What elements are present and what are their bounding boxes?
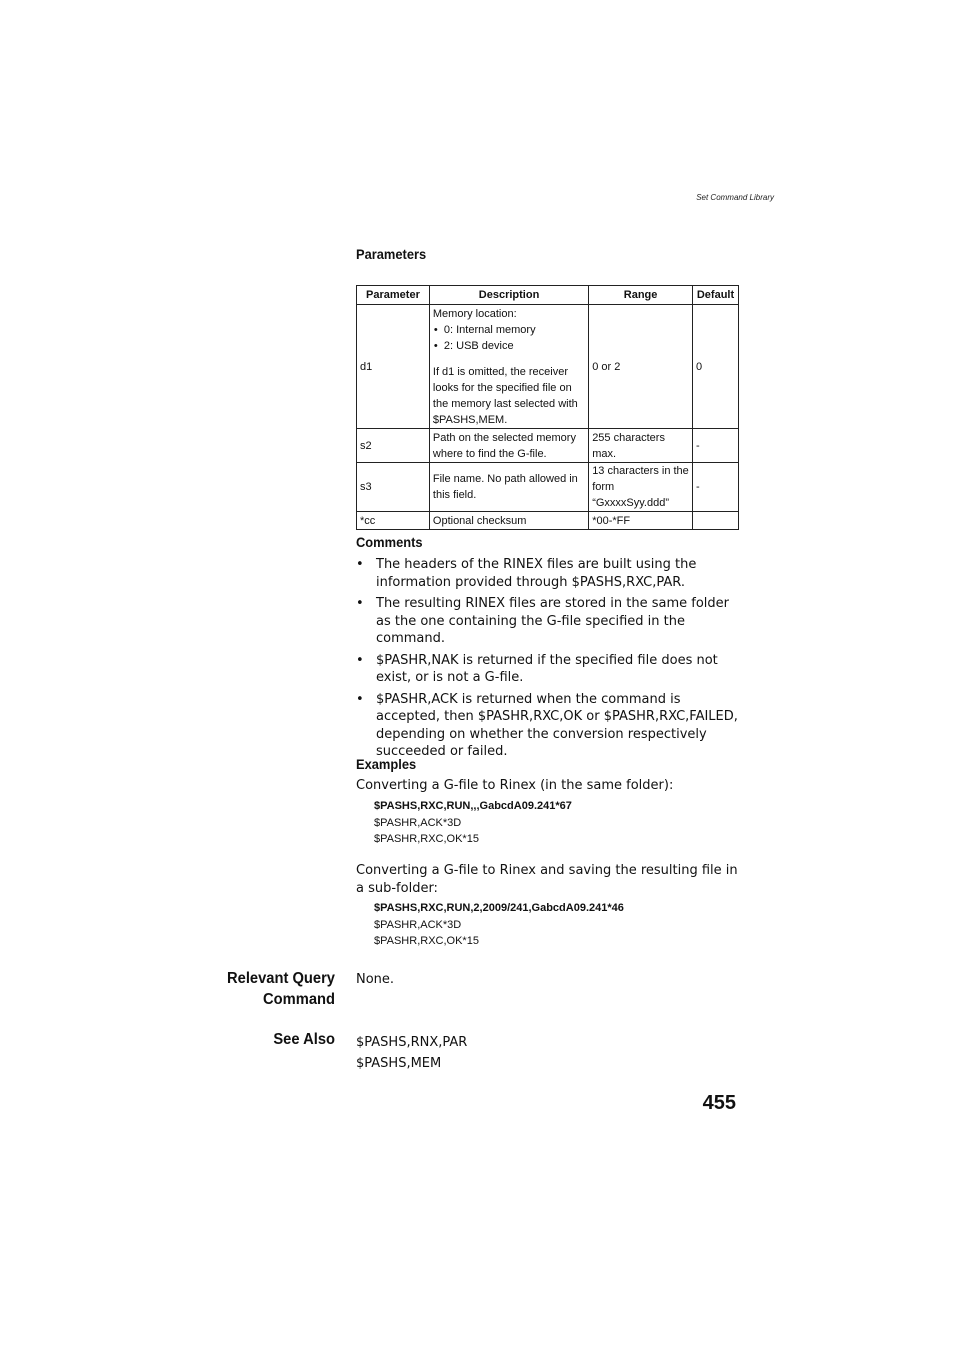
relevant-query-heading-line1: Relevant Query — [227, 970, 335, 987]
description-cell: Optional checksum — [429, 512, 588, 530]
range-cell: 13 characters in the form “GxxxxSyy.ddd” — [589, 463, 693, 512]
param-cell: *cc — [357, 512, 430, 530]
running-header: Set Command Library — [696, 193, 774, 202]
table-header-row — [357, 286, 739, 305]
description-intro: Memory location: — [432, 307, 517, 320]
default-cell: 0 — [693, 305, 739, 429]
example-1-reply-ack: $PASHR,ACK*3D — [374, 816, 462, 829]
list-item: • $PASHR,NAK is returned if the specified file does not exist, or is not a G-file. — [356, 652, 741, 687]
memory-options-list — [433, 322, 585, 354]
description-cell — [429, 305, 588, 429]
example-2-reply-ack: $PASHR,ACK*3D — [374, 918, 462, 931]
see-also-list — [356, 1032, 467, 1074]
param-cell: s3 — [357, 463, 430, 512]
range-cell: 0 or 2 — [589, 305, 693, 429]
parameters-heading: Parameters — [356, 246, 427, 262]
default-cell: - — [693, 463, 739, 512]
table-row — [357, 463, 739, 512]
column-header: Description — [429, 286, 588, 305]
table-row — [357, 429, 739, 463]
default-cell — [693, 512, 739, 530]
example-1-code — [374, 798, 572, 848]
column-header: Range — [589, 286, 693, 305]
table-row — [357, 512, 739, 530]
example-1-command: $PASHS,RXC,RUN,,,GabcdA09.241*67 — [374, 800, 572, 812]
see-also-item: $PASHS,RNX,PAR — [356, 1035, 468, 1050]
example-2-command: $PASHS,RXC,RUN,2,2009/241,GabcdA09.241*46 — [374, 902, 624, 914]
list-item: • 2: USB device — [433, 338, 585, 354]
see-also-item: $PASHS,MEM — [356, 1056, 442, 1071]
param-cell: d1 — [357, 305, 430, 429]
relevant-query-heading — [123, 968, 335, 1010]
example-2-intro: Converting a G-file to Rinex and saving the resulting file in a sub-folder: — [356, 863, 738, 896]
default-cell: - — [693, 429, 739, 463]
range-cell: 255 characters max. — [589, 429, 693, 463]
column-header: Default — [693, 286, 739, 305]
page-number: 455 — [702, 1092, 736, 1114]
example-1-intro: Converting a G-file to Rinex (in the same folder): — [356, 778, 674, 793]
example-2-code — [374, 900, 624, 950]
parameters-table — [356, 285, 739, 530]
relevant-query-heading-line2: Command — [263, 991, 335, 1008]
table-row — [357, 305, 739, 429]
example-2-reply-ok: $PASHR,RXC,OK*15 — [374, 935, 479, 947]
list-item: • 0: Internal memory — [433, 322, 585, 338]
list-item: • $PASHR,ACK is returned when the command is accepted, then $PASHR,RXC,OK or $PASHR,RXC,FAILED, depending on whether the conversion respectively succeeded or failed. — [356, 691, 741, 761]
range-cell: *00-*FF — [589, 512, 693, 530]
description-cell: File name. No path allowed in this field. — [429, 463, 588, 512]
comments-list — [356, 556, 741, 765]
relevant-query-text: None. — [356, 972, 395, 987]
description-cell: Path on the selected memory where to find the G-file. — [429, 429, 588, 463]
example-1-reply-ok: $PASHR,RXC,OK*15 — [374, 833, 479, 845]
list-item: • The headers of the RINEX files are built using the information provided through $PASHS,RXC,PAR. — [356, 556, 741, 591]
description-note: If d1 is omitted, the receiver looks for the specified file on the memory last selected with $PASHS,MEM. — [432, 365, 578, 426]
column-header: Parameter — [357, 286, 430, 305]
examples-heading: Examples — [356, 756, 417, 772]
comments-heading: Comments — [356, 534, 423, 550]
see-also-heading: See Also — [273, 1031, 335, 1048]
list-item: • The resulting RINEX files are stored in the same folder as the one containing the G-file specified in the command. — [356, 595, 741, 648]
param-cell: s2 — [357, 429, 430, 463]
